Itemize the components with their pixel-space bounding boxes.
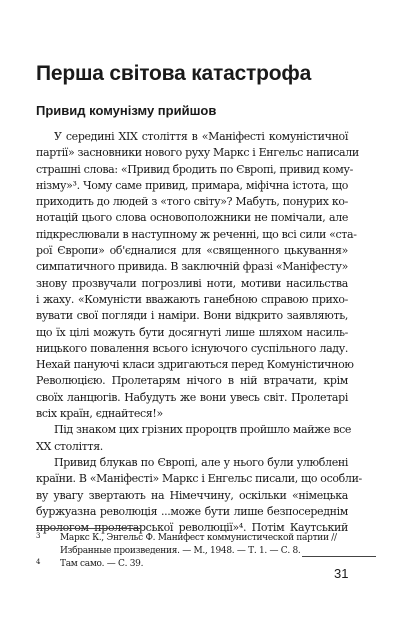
page-number-divider [302, 556, 376, 557]
footnote-line: Избранные произведения. — М., 1948. — Т. 1. — С. 8. [60, 546, 301, 556]
body-line: нізму»³. Чому саме привид, примара, міфічна істота, що [36, 178, 348, 192]
body-line: всіх країн, єднайтеся!» [36, 407, 163, 421]
body-line: ву увагу звертають на Німеччину, оскільки «німецька [36, 488, 348, 502]
body-line: Нехай пануючі класи здригаються перед Комуністичною [36, 358, 354, 372]
chapter-title: Перша світова катастрофа [36, 62, 312, 85]
body-line: буржуазна революція ...може бути лише безпосереднім [36, 504, 348, 518]
body-line: знову прозвучали погрозливі ноти, мотиви насильства [36, 276, 348, 290]
footnote-divider [36, 528, 140, 529]
body-line: ницького повалення всього існуючого суспільного ладу. [36, 341, 348, 355]
body-line: партії» засновники нового руху Маркс і Енгельс написали [36, 146, 359, 160]
body-line: рої Європи» об'єдналися для «священного цькування» [36, 244, 348, 258]
footnote-number: 4 [36, 558, 41, 566]
footnote-line: Маркс К., Энгельс Ф. Манифест коммунистической партии // [60, 533, 337, 543]
body-text [36, 129, 362, 536]
body-line: Привид блукав по Європі, але у нього були улюблені [54, 455, 348, 469]
body-line: прологом пролетарської революції»⁴. Потім Каутський [36, 521, 348, 535]
body-line: підкреслювали в наступному ж реченні, що всі сили «ста- [36, 227, 357, 241]
body-line: страшні слова: «Привид бродить по Європі, привид кому- [36, 162, 354, 176]
footnote-line: Там само. — С. 39. [60, 559, 144, 569]
body-line: приходить до людей з «того світу»? Мабуть, понурих ко- [36, 195, 348, 209]
body-line: країни. В «Маніфесті» Маркс і Енгельс писали, що особли- [36, 472, 362, 486]
page-number: 31 [334, 566, 349, 581]
body-line: У середині ХІХ століття в «Маніфесті комуністичної [54, 130, 348, 143]
body-line: ХХ століття. [36, 439, 103, 453]
body-line: нотацій цього слова основоположники не помічали, але [36, 211, 348, 225]
body-line: Під знаком цих грізних пророцтв пройшло майже все [54, 423, 352, 437]
body-line: і жаху. «Комуністи вважають ганебною справою прихо- [36, 292, 348, 306]
section-title: Привид комунізму прийшов [36, 103, 217, 118]
body-line: симпатичного привида. В заключній фразі «Маніфесту» [36, 260, 348, 274]
body-line: Революцією. Пролетарям нічого в ній втрачати, крім [36, 374, 348, 388]
footnote-number: 3 [36, 532, 41, 540]
footnote [36, 558, 348, 571]
body-line: вувати свої погляди і наміри. Вони відкрито заявляють, [36, 309, 348, 323]
footnotes [36, 532, 348, 571]
body-line: що їх цілі можуть бути досягнуті лише шляхом насиль- [36, 325, 348, 339]
body-line: своїх ланцюгів. Набудуть же вони увесь світ. Пролетарі [36, 390, 348, 404]
footnote [36, 532, 348, 558]
